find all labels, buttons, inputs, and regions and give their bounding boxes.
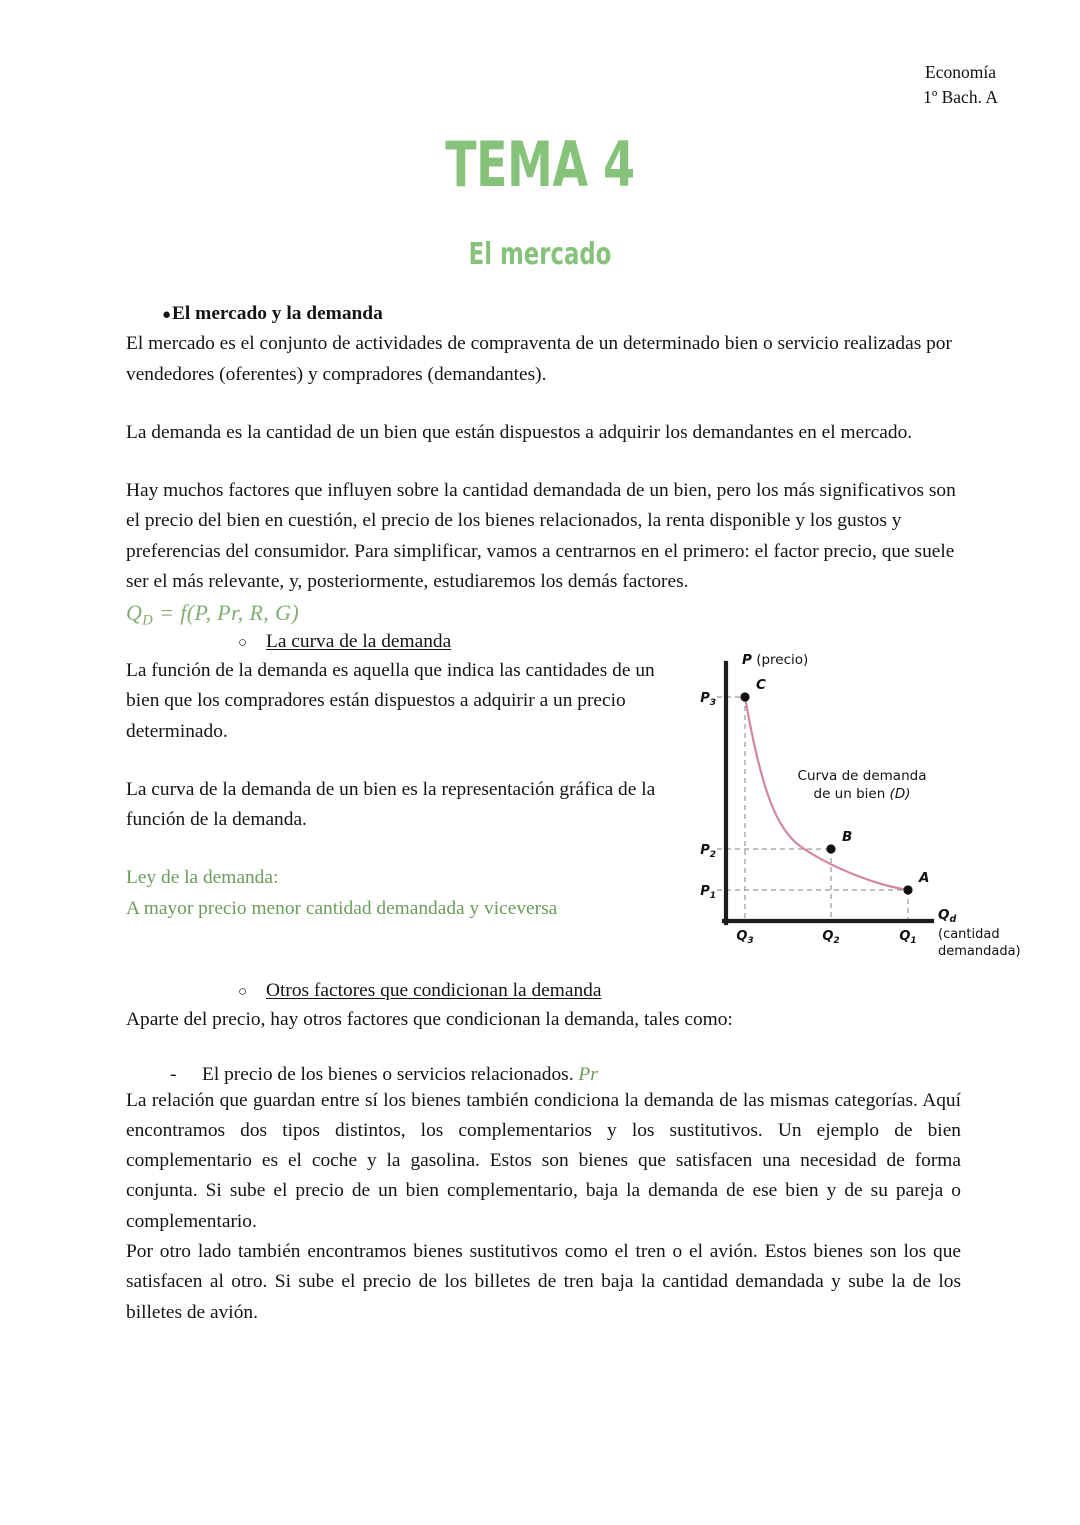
bullet-label-precio-relacionados [202,1064,598,1086]
bullet-item-precio-relacionados [126,1064,961,1086]
paragraph-funcion-demanda: La función de la demanda es aquella que indica las cantidades de un bien que los compradores están dispuestos a adquirir a un precio determinado. [126,660,655,742]
dash-text: El precio de los bienes o servicios relacionados. [202,1063,574,1085]
point-b-marker [826,844,835,853]
ley-title: Ley de la demanda: [126,867,279,889]
formula-demanda [126,599,961,631]
title-block [0,128,1080,272]
chart-xlabel-line1: (cantidad [938,927,1000,942]
point-label-c: C [756,677,766,693]
paragraph-factores: Hay muchos factores que influyen sobre la cantidad demandada de un bien, pero los más significativos son el precio del bien en cuestión, el precio de los bienes relacionados, la renta disponible y los gustos y preferencias del consumidor. Para simplificar, vamos a centrarnos en el primero: el factor precio, que suele ser el más relevante, y, posteriormente, estudiaremos los demás factores. [126,480,956,592]
point-c-marker [740,692,749,701]
chart-annotation [798,768,927,802]
bullet-item-mercado-demanda [126,303,961,327]
paragraph-curva-representacion: La curva de la demanda de un bien es la representación gráfica de la función de la demanda. [126,778,656,831]
xtick-q3: $Q_3$ [736,929,754,946]
formula-q: Q [126,600,143,626]
circle-bullet-icon-2: ○ [238,984,248,1000]
header-subject: Economía [925,62,996,82]
paragraph-definicion-mercado: El mercado es el conjunto de actividades de compraventa de un determinado bien o servicio realizadas por vendedores (oferentes) y compradores (demandantes). [126,333,952,385]
page-subtitle: El mercado [468,237,612,272]
disc-bullet-icon: ● [162,307,172,323]
ley-text: A mayor precio menor cantidad demandada y viceversa [126,897,558,919]
xtick-q2: $Q_2$ [822,929,840,946]
paragraph-complementarios: La relación que guardan entre sí los bienes también condiciona la demanda de las mismas categorías. Aquí encontramos dos tipos distintos, los complementarios y los sustitutivos. Un ejemplo de bien complementario es el coche y la gasolina. Estos son bienes que satisfacen una necesidad de forma conjunta. Si sube el precio de un bien complementario, baja la demanda de ese bien y de su pareja o complementario. [126,1089,961,1232]
bullet-label-curva-demanda: La curva de la demanda [266,630,452,652]
chart-ylabel: P (precio) [742,652,809,668]
formula-rest: = f(P, Pr, R, G) [159,600,300,626]
xtick-q1: $Q_1$ [899,929,917,946]
dash-bullet-icon: - [170,1063,177,1085]
point-label-b: B [842,829,853,845]
chart-annotation-line2: de un bien (D) [813,786,911,802]
ytick-p3: $P_3$ [700,691,716,708]
demand-curve-svg [700,645,1021,959]
demand-curve-chart [700,645,1021,959]
bullet-label-mercado-demanda: El mercado y la demanda [172,303,383,324]
point-a-marker [903,885,912,894]
formula-subscript: D [142,612,154,629]
chart-gridlines [717,697,908,921]
chart-xlabel-line2: demandada) [938,944,1021,959]
chart-annotation-line1: Curva de demanda [797,768,927,784]
paragraph-aparte-precio: Aparte del precio, hay otros factores que condicionan la demanda, tales como: [126,1009,733,1031]
paragraph-sustitutivos: Por otro lado también encontramos bienes sustitutivos como el tren o el avión. Estos bienes son los que satisfacen al otro. Si sube el precio de los billetes de tren baja la cantidad demandada y sube la de los billetes de avión. [126,1240,961,1323]
circle-bullet-icon: ○ [238,634,248,651]
ytick-p2: $P_2$ [700,843,716,860]
chart-xlabel-symbol: $Q_d$ [938,907,957,925]
dash-tag-pr: Pr [578,1063,598,1085]
bullet-label-otros-factores: Otros factores que condicionan la demanda [266,980,602,1001]
bullet-item-otros-factores [126,980,961,1004]
header-class: 1º Bach. A [923,86,998,107]
point-label-a: A [919,870,930,886]
paragraph-definicion-demanda: La demanda es la cantidad de un bien que están dispuestos a adquirir los demandantes en el mercado. [126,421,913,443]
page-title: TEMA 4 [445,128,635,201]
document-header [923,60,998,110]
ytick-p1: $P_1$ [700,884,716,901]
